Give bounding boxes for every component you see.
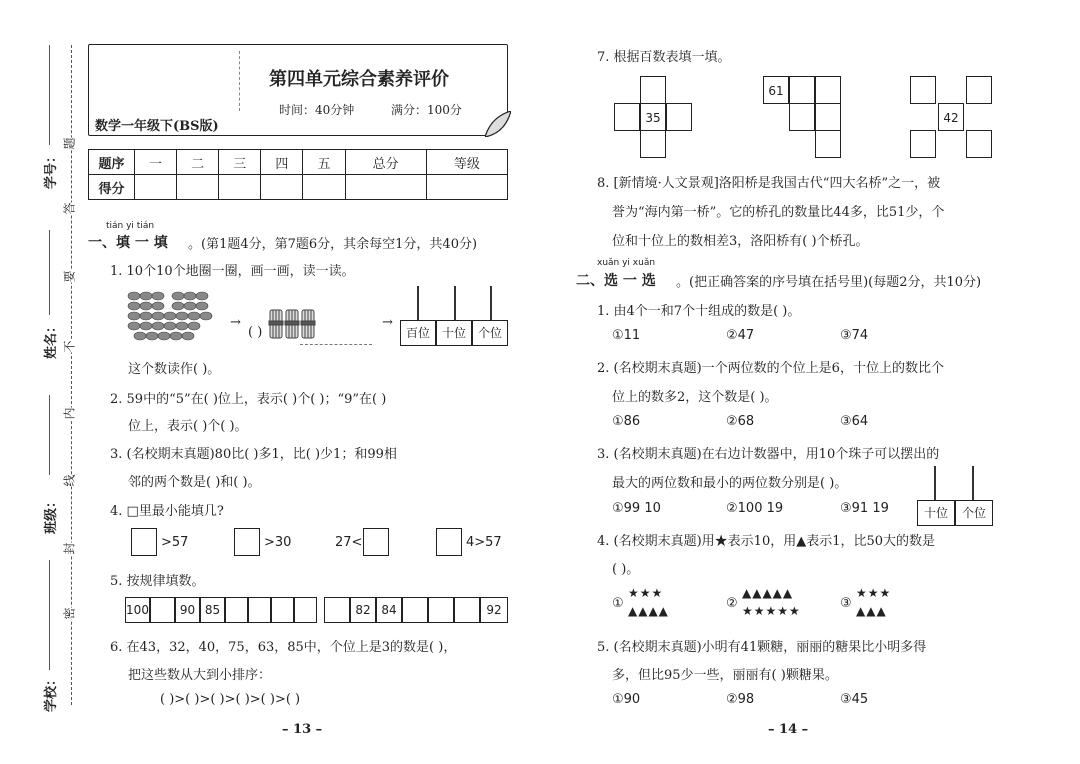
seq-cell[interactable] (248, 597, 271, 623)
grid-cell[interactable] (789, 76, 815, 104)
page-number-right: – 14 – (768, 722, 809, 737)
grid-cell[interactable] (815, 130, 841, 158)
score-cell: 四 (261, 150, 303, 175)
section2-pinyin: xuǎn yi xuǎn (597, 258, 656, 268)
q4-item: >30 (264, 535, 292, 550)
q6-line-2: 把这些数从大到小排序： (128, 668, 272, 683)
class-line (49, 395, 50, 475)
abacus-rod (972, 466, 974, 500)
header-divider (239, 51, 240, 111)
c3-line-2: 最大的两位数和最小的两位数分别是( )。 (612, 476, 848, 491)
q4-text: 4. □里最小能填几? (110, 504, 224, 519)
seal-char: 题 (62, 137, 77, 150)
seq-cell[interactable] (225, 597, 248, 623)
section1-title: 一、填 一 填 (88, 235, 168, 251)
triangle-icons: ▲▲▲▲▲ (742, 586, 794, 600)
student-id-label: 学号： (44, 149, 60, 190)
abacus-label-ones: 个位 (955, 500, 993, 526)
c2-line-2: 位上的数多2，这个数是( )。 (612, 390, 778, 405)
seq-cell: 85 (200, 597, 225, 623)
q4-item: 27< (335, 535, 363, 550)
abacus-label-tens: 十位 (436, 320, 472, 346)
seq-cell: 90 (175, 597, 200, 623)
score-input-cell[interactable] (261, 175, 303, 200)
grid-cell[interactable] (614, 103, 640, 131)
c1-text: 1. 由4个一和7个十组成的数是( )。 (597, 304, 801, 319)
seal-char: 不 (62, 340, 77, 353)
q7-text: 7. 根据百数表填一填。 (597, 50, 731, 65)
section2-note: 。(把正确答案的序号填在括号里)(每题2分，共10分) (676, 275, 982, 290)
q4-answer-box[interactable] (234, 528, 260, 556)
q3-line-2: 邻的两个数是( )和( )。 (128, 475, 261, 490)
c5-line-2: 多，但比95少一些，丽丽有( )颗糖果。 (612, 668, 838, 683)
c2-option[interactable]: ①86 (612, 414, 641, 429)
grid-cell[interactable] (789, 103, 815, 131)
q4-item: >57 (161, 535, 189, 550)
score-input-cell[interactable] (345, 175, 426, 200)
seq-cell[interactable] (428, 597, 454, 623)
c1-option[interactable]: ②47 (726, 328, 755, 343)
section1-pinyin: tián yi tián (106, 221, 155, 231)
bundle-of-sticks-icon (126, 290, 214, 342)
score-input-cell[interactable] (426, 175, 507, 200)
section2-title: 二、选 一 选 (576, 273, 656, 289)
score-input-cell[interactable] (303, 175, 345, 200)
seal-char: 答 (62, 202, 77, 215)
exam-header-card (88, 44, 508, 136)
seq-cell: 100 (125, 597, 150, 623)
c4-option-label[interactable]: ③ (840, 596, 852, 611)
exam-title: 第四单元综合素养评价 (269, 69, 449, 90)
star-icons: ★★★ (628, 586, 664, 600)
exam-subject: 数学一年级下(BS版) (95, 119, 219, 134)
name-label: 姓名： (44, 319, 60, 360)
q1-arrow-1: → (230, 315, 241, 330)
c5-option[interactable]: ②98 (726, 692, 755, 707)
seq-cell[interactable] (454, 597, 480, 623)
c3-option[interactable]: ①99 10 (612, 501, 661, 516)
seq-cell[interactable] (294, 597, 317, 623)
grid-cell: 35 (640, 103, 666, 131)
q1-answer-paren[interactable]: ( ) (248, 325, 263, 340)
seal-char: 要 (62, 270, 77, 283)
score-cell: 三 (219, 150, 261, 175)
score-input-cell[interactable] (177, 175, 219, 200)
score-cell: 五 (303, 150, 345, 175)
q1-read-text: 这个数读作( )。 (128, 362, 221, 377)
q8-line-3: 位和十位上的数相差3，洛阳桥有( )个桥孔。 (612, 234, 869, 249)
score-cell: 得分 (89, 175, 135, 200)
c4-option-label[interactable]: ① (612, 596, 624, 611)
q2-line-1: 2. 59中的“5”在( )位上，表示( )个( )；“9”在( ) (110, 392, 387, 407)
score-table-row (89, 175, 508, 200)
c3-option[interactable]: ②100 19 (726, 501, 784, 516)
grid-cell: 42 (938, 103, 964, 131)
name-line (49, 230, 50, 315)
q6-line-1: 6. 在43，32，40，75，63，85中，个位上是3的数是( )， (110, 640, 457, 655)
c5-option[interactable]: ①90 (612, 692, 641, 707)
seq-cell: 82 (350, 597, 376, 623)
stick-bundles-icon (268, 308, 320, 342)
c3-option[interactable]: ③91 19 (840, 501, 889, 516)
class-label: 班级： (44, 494, 60, 535)
seq-cell: 92 (480, 597, 508, 623)
c1-option[interactable]: ①11 (612, 328, 641, 343)
grid-cell[interactable] (815, 76, 841, 104)
student-id-line (49, 45, 50, 145)
grid-cell[interactable] (966, 76, 992, 104)
q4-item: 4>57 (466, 535, 502, 550)
score-input-cell[interactable] (219, 175, 261, 200)
abacus-label-tens: 十位 (917, 500, 955, 526)
abacus-rod (417, 286, 419, 320)
seal-char: 线 (62, 474, 77, 487)
score-cell: 等级 (426, 150, 507, 175)
grid-cell[interactable] (666, 103, 692, 131)
seq-cell[interactable] (324, 597, 350, 623)
c1-option[interactable]: ③74 (840, 328, 869, 343)
c3-line-1: 3. (名校期末真题)在右边计数器中，用10个珠子可以摆出的 (597, 447, 940, 462)
abacus-label-ones: 个位 (472, 320, 508, 346)
c5-line-1: 5. (名校期末真题)小明有41颗糖，丽丽的糖果比小明多得 (597, 640, 927, 655)
c2-option[interactable]: ③64 (840, 414, 869, 429)
abacus-rod (454, 286, 456, 320)
q8-line-1: 8. [新情境·人文景观]洛阳桥是我国古代“四大名桥”之一，被 (597, 176, 941, 191)
exam-time: 时间：40分钟 (279, 103, 355, 117)
c2-line-1: 2. (名校期末真题)一个两位数的个位上是6，十位上的数比个 (597, 361, 944, 376)
seq-cell[interactable] (271, 597, 294, 623)
grid-cell: 61 (763, 76, 789, 104)
section1-note: 。(第1题4分，第7题6分，其余每空1分，共40分) (188, 237, 478, 252)
score-cell: 二 (177, 150, 219, 175)
q5-text: 5. 按规律填数。 (110, 574, 205, 589)
star-icons: ★★★ (856, 586, 892, 600)
c5-option[interactable]: ③45 (840, 692, 869, 707)
page-number-left: – 13 – (282, 722, 323, 737)
seal-char: 密 (62, 607, 77, 620)
seq-cell: 84 (376, 597, 402, 623)
seq-cell[interactable] (402, 597, 428, 623)
abacus-rod (934, 466, 936, 500)
q1-draw-line (300, 344, 372, 345)
grid-cell[interactable] (815, 103, 841, 131)
c4-line-2: ( )。 (612, 562, 640, 577)
score-table (88, 149, 508, 200)
grid-cell[interactable] (910, 130, 936, 158)
score-input-cell[interactable] (135, 175, 177, 200)
triangle-icons: ▲▲▲ (856, 604, 887, 618)
school-label: 学校： (44, 672, 60, 713)
q1-text: 1. 10个10个地圈一圈，画一画，读一读。 (110, 264, 355, 279)
grid-cell[interactable] (966, 130, 992, 158)
q4-answer-box[interactable] (131, 528, 157, 556)
grid-cell[interactable] (640, 130, 666, 158)
seq-cell[interactable] (150, 597, 175, 623)
q4-answer-box[interactable] (363, 528, 389, 556)
exam-full-score: 满分：100分 (391, 103, 462, 117)
abacus-label-hundreds: 百位 (400, 320, 436, 346)
page-curl-icon (485, 111, 511, 137)
score-table-header-row (89, 150, 508, 175)
abacus-rod (490, 286, 492, 320)
q1-arrow-2: → (382, 315, 393, 330)
q8-line-2: 誉为“海内第一桥”。它的桥孔的数量比44多，比51少，个 (612, 205, 945, 220)
score-cell: 一 (135, 150, 177, 175)
q3-line-1: 3. (名校期末真题)80比( )多1，比( )少1；和99相 (110, 447, 397, 462)
score-cell: 总分 (345, 150, 426, 175)
c4-option-label[interactable]: ② (726, 596, 738, 611)
q6-line-3[interactable]: ( )>( )>( )>( )>( )>( ) (160, 692, 301, 707)
c4-line-1: 4. (名校期末真题)用★表示10，用▲表示1，比50大的数是 (597, 534, 936, 549)
school-line (49, 560, 50, 670)
seal-char: 内 (62, 407, 77, 420)
grid-cell[interactable] (640, 76, 666, 104)
score-cell: 题序 (89, 150, 135, 175)
q2-line-2: 位上，表示( )个( )。 (128, 419, 248, 434)
q4-answer-box[interactable] (436, 528, 462, 556)
seal-char: 封 (62, 542, 77, 555)
c2-option[interactable]: ②68 (726, 414, 755, 429)
star-icons: ★★★★★ (742, 604, 801, 618)
triangle-icons: ▲▲▲▲ (628, 604, 669, 618)
grid-cell[interactable] (910, 76, 936, 104)
